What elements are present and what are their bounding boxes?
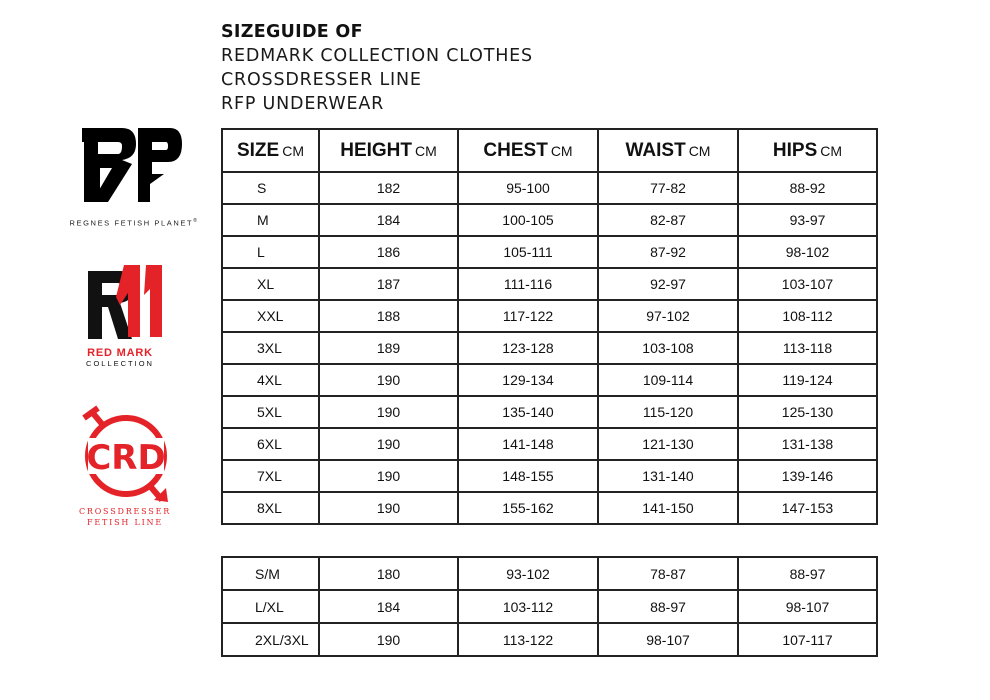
crd-caption-title: CROSSDRESSER xyxy=(78,507,172,516)
cell-chest: 117-122 xyxy=(458,300,598,332)
cell-hips: 125-130 xyxy=(738,396,877,428)
redmark-logo-mark xyxy=(84,263,170,343)
cell-size: 6XL xyxy=(222,428,319,460)
cell-size: S xyxy=(222,172,319,204)
cell-height: 190 xyxy=(319,492,458,524)
cell-hips: 107-117 xyxy=(738,623,877,656)
cell-height: 190 xyxy=(319,623,458,656)
crd-caption-sub: FETISH LINE xyxy=(87,518,163,527)
cell-chest: 93-102 xyxy=(458,557,598,590)
cell-chest: 148-155 xyxy=(458,460,598,492)
table-row xyxy=(222,428,877,460)
redmark-logo xyxy=(84,263,170,343)
table-row xyxy=(222,268,877,300)
cell-waist: 92-97 xyxy=(598,268,738,300)
table-row xyxy=(222,204,877,236)
cell-size: XL xyxy=(222,268,319,300)
cell-height: 190 xyxy=(319,460,458,492)
header-unit: CM xyxy=(820,142,843,159)
cell-hips: 108-112 xyxy=(738,300,877,332)
cell-waist: 78-87 xyxy=(598,557,738,590)
rfp-logo xyxy=(78,124,186,206)
cell-chest: 155-162 xyxy=(458,492,598,524)
cell-waist: 88-97 xyxy=(598,590,738,623)
cell-chest: 123-128 xyxy=(458,332,598,364)
cell-hips: 131-138 xyxy=(738,428,877,460)
cell-chest: 95-100 xyxy=(458,172,598,204)
cell-chest: 100-105 xyxy=(458,204,598,236)
cell-waist: 82-87 xyxy=(598,204,738,236)
heading-line: RFP UNDERWEAR xyxy=(221,94,385,114)
cell-size: XXL xyxy=(222,300,319,332)
cell-chest: 141-148 xyxy=(458,428,598,460)
cell-chest: 135-140 xyxy=(458,396,598,428)
table-row xyxy=(222,172,877,204)
cell-size: 4XL xyxy=(222,364,319,396)
cell-waist: 77-82 xyxy=(598,172,738,204)
column-header-chest xyxy=(458,129,598,172)
cell-hips: 88-97 xyxy=(738,557,877,590)
cell-hips: 88-92 xyxy=(738,172,877,204)
cell-hips: 98-107 xyxy=(738,590,877,623)
rfp-caption xyxy=(64,218,204,228)
rfp-logo-mark xyxy=(78,124,186,206)
cell-height: 182 xyxy=(319,172,458,204)
rfp-caption-text: REGNES FETISH PLANET xyxy=(69,218,194,228)
header-unit: CM xyxy=(282,142,304,159)
heading-line: CROSSDRESSER LINE xyxy=(221,70,422,90)
cell-chest: 129-134 xyxy=(458,364,598,396)
cell-height: 184 xyxy=(319,204,458,236)
cell-waist: 141-150 xyxy=(598,492,738,524)
cell-hips: 139-146 xyxy=(738,460,877,492)
cell-size: L/XL xyxy=(222,590,319,623)
cell-hips: 103-107 xyxy=(738,268,877,300)
cell-waist: 131-140 xyxy=(598,460,738,492)
cell-hips: 98-102 xyxy=(738,236,877,268)
page-title: SIZEGUIDE OF xyxy=(221,22,363,42)
cell-height: 188 xyxy=(319,300,458,332)
header-label: WAIST xyxy=(625,139,686,161)
cell-height: 186 xyxy=(319,236,458,268)
redmark-caption-sub: COLLECTION xyxy=(86,359,154,368)
cell-size: 5XL xyxy=(222,396,319,428)
header-label: SIZE xyxy=(236,139,280,161)
cell-size: 8XL xyxy=(222,492,319,524)
redmark-caption-title: RED MARK xyxy=(87,347,153,359)
registered-mark: ® xyxy=(193,218,199,224)
cell-height: 180 xyxy=(319,557,458,590)
header-unit: CM xyxy=(550,142,573,159)
table-row xyxy=(222,590,877,623)
heading-line: REDMARK COLLECTION CLOTHES xyxy=(221,46,533,66)
cell-waist: 87-92 xyxy=(598,236,738,268)
table-row xyxy=(222,492,877,524)
cell-waist: 121-130 xyxy=(598,428,738,460)
table-row xyxy=(222,332,877,364)
cell-chest: 113-122 xyxy=(458,623,598,656)
table-row xyxy=(222,300,877,332)
cell-waist: 98-107 xyxy=(598,623,738,656)
cell-hips: 93-97 xyxy=(738,204,877,236)
cell-waist: 109-114 xyxy=(598,364,738,396)
header-label: CHEST xyxy=(483,139,548,161)
cell-height: 184 xyxy=(319,590,458,623)
cell-height: 190 xyxy=(319,428,458,460)
column-header-size xyxy=(222,129,319,172)
size-table xyxy=(221,128,878,525)
combined-size-table xyxy=(221,556,878,657)
table-row xyxy=(222,557,877,590)
column-header-height xyxy=(319,129,458,172)
table-row xyxy=(222,364,877,396)
cell-hips: 147-153 xyxy=(738,492,877,524)
table-row xyxy=(222,460,877,492)
cell-size: L xyxy=(222,236,319,268)
crd-caption xyxy=(62,506,188,528)
cell-hips: 119-124 xyxy=(738,364,877,396)
cell-height: 189 xyxy=(319,332,458,364)
table-header-row xyxy=(222,129,877,172)
cell-chest: 111-116 xyxy=(458,268,598,300)
cell-height: 187 xyxy=(319,268,458,300)
cell-size: M xyxy=(222,204,319,236)
cell-chest: 103-112 xyxy=(458,590,598,623)
header-label: HIPS xyxy=(772,139,818,161)
column-header-hips xyxy=(738,129,877,172)
cell-height: 190 xyxy=(319,364,458,396)
page-heading xyxy=(221,20,533,116)
cell-waist: 103-108 xyxy=(598,332,738,364)
cell-hips: 113-118 xyxy=(738,332,877,364)
cell-size: S/M xyxy=(222,557,319,590)
column-header-waist xyxy=(598,129,738,172)
crd-logo xyxy=(68,402,184,506)
header-unit: CM xyxy=(415,142,437,159)
table-row xyxy=(222,623,877,656)
cell-waist: 115-120 xyxy=(598,396,738,428)
table-row xyxy=(222,236,877,268)
cell-height: 190 xyxy=(319,396,458,428)
crd-mark-text: CRD xyxy=(86,438,166,478)
crd-logo-mark xyxy=(68,402,184,506)
cell-waist: 97-102 xyxy=(598,300,738,332)
cell-size: 2XL/3XL xyxy=(222,623,319,656)
redmark-caption xyxy=(64,347,176,369)
cell-chest: 105-111 xyxy=(458,236,598,268)
cell-size: 7XL xyxy=(222,460,319,492)
header-label: HEIGHT xyxy=(340,139,412,161)
header-unit: CM xyxy=(688,142,711,159)
cell-size: 3XL xyxy=(222,332,319,364)
table-row xyxy=(222,396,877,428)
